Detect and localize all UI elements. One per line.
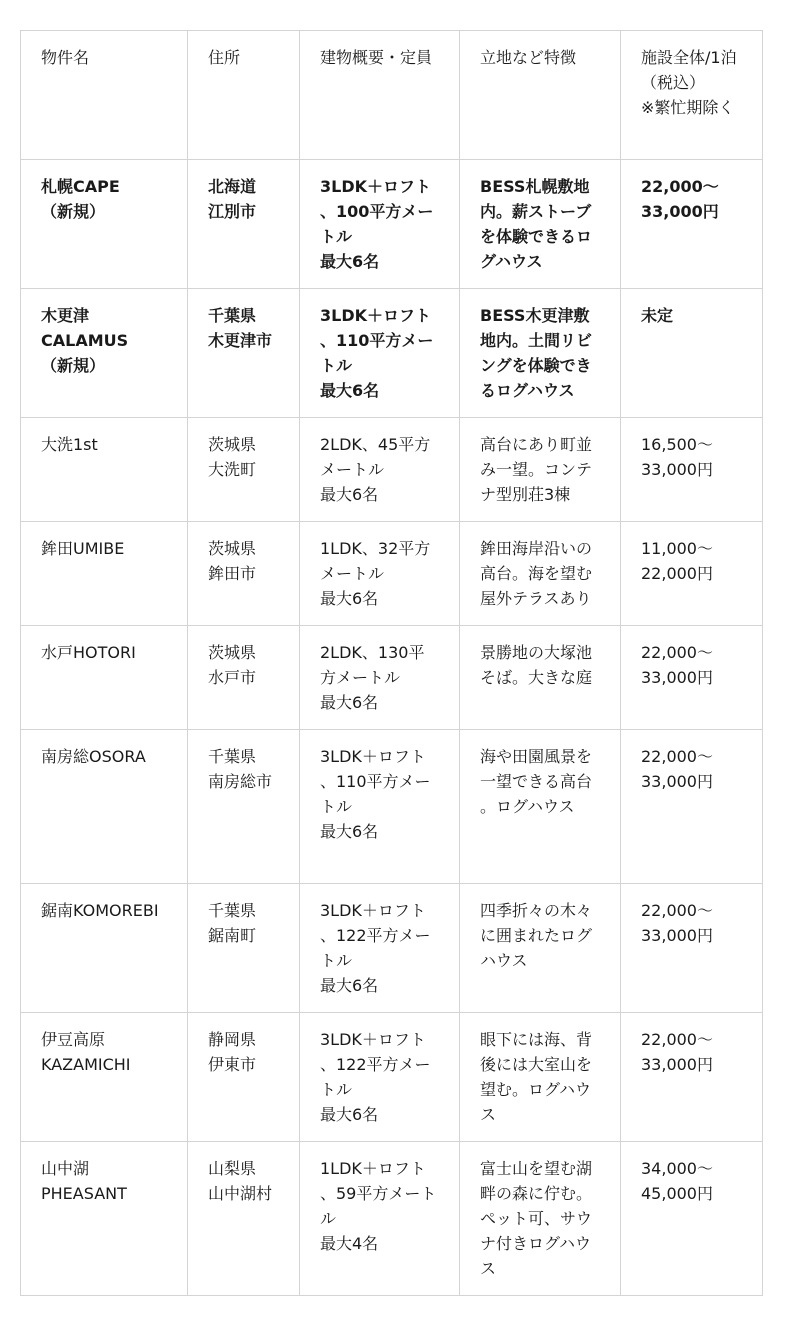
property-name: 大洗1st <box>21 418 188 522</box>
property-price: 34,000〜 45,000円 <box>621 1142 763 1296</box>
property-name: 山中湖 PHEASANT <box>21 1142 188 1296</box>
property-price: 未定 <box>621 289 763 418</box>
header-address: 住所 <box>188 31 300 160</box>
property-price: 22,000〜 33,000円 <box>621 884 763 1013</box>
property-price: 22,000〜 33,000円 <box>621 160 763 289</box>
property-feature: 富士山を望む湖 畔の森に佇む。 ペット可、サウ ナ付きログハウ ス <box>460 1142 621 1296</box>
property-feature: 景勝地の大塚池 そば。大きな庭 <box>460 626 621 730</box>
table-row <box>21 522 763 626</box>
property-price: 22,000〜 33,000円 <box>621 1013 763 1142</box>
property-address: 北海道 江別市 <box>188 160 300 289</box>
table-row <box>21 730 763 884</box>
property-address: 千葉県 木更津市 <box>188 289 300 418</box>
property-feature: 鉾田海岸沿いの 高台。海を望む 屋外テラスあり <box>460 522 621 626</box>
header-name: 物件名 <box>21 31 188 160</box>
property-price: 22,000〜 33,000円 <box>621 730 763 884</box>
property-price: 11,000〜 22,000円 <box>621 522 763 626</box>
table-row <box>21 884 763 1013</box>
property-name: 南房総OSORA <box>21 730 188 884</box>
property-price: 22,000〜 33,000円 <box>621 626 763 730</box>
property-address: 千葉県 南房総市 <box>188 730 300 884</box>
property-building: 3LDK＋ロフト 、110平方メー トル 最大6名 <box>300 730 460 884</box>
property-feature: BESS札幌敷地 内。薪ストーブ を体験できるロ グハウス <box>460 160 621 289</box>
property-building: 1LDK、32平方 メートル 最大6名 <box>300 522 460 626</box>
header-feature: 立地など特徴 <box>460 31 621 160</box>
property-building: 1LDK＋ロフト 、59平方メート ル 最大4名 <box>300 1142 460 1296</box>
table-row <box>21 289 763 418</box>
property-address: 静岡県 伊東市 <box>188 1013 300 1142</box>
property-building: 3LDK＋ロフト 、122平方メー トル 最大6名 <box>300 884 460 1013</box>
property-feature: 高台にあり町並 み一望。コンテ ナ型別荘3棟 <box>460 418 621 522</box>
property-feature: 眼下には海、背 後には大室山を 望む。ログハウ ス <box>460 1013 621 1142</box>
property-name: 鋸南KOMOREBI <box>21 884 188 1013</box>
header-price: 施設全体/1泊 （税込） ※繁忙期除く <box>621 31 763 160</box>
table-row <box>21 1142 763 1296</box>
property-feature: 四季折々の木々 に囲まれたログ ハウス <box>460 884 621 1013</box>
property-building: 2LDK、130平 方メートル 最大6名 <box>300 626 460 730</box>
table-row <box>21 160 763 289</box>
property-address: 千葉県 鋸南町 <box>188 884 300 1013</box>
property-building: 3LDK＋ロフト 、110平方メー トル 最大6名 <box>300 289 460 418</box>
property-feature: 海や田園風景を 一望できる高台 。ログハウス <box>460 730 621 884</box>
table-row <box>21 1013 763 1142</box>
property-name: 水戸HOTORI <box>21 626 188 730</box>
property-feature: BESS木更津敷 地内。土間リビ ングを体験でき るログハウス <box>460 289 621 418</box>
property-address: 茨城県 大洗町 <box>188 418 300 522</box>
header-building: 建物概要・定員 <box>300 31 460 160</box>
property-building: 3LDK＋ロフト 、100平方メー トル 最大6名 <box>300 160 460 289</box>
property-address: 茨城県 鉾田市 <box>188 522 300 626</box>
property-building: 3LDK＋ロフト 、122平方メー トル 最大6名 <box>300 1013 460 1142</box>
table-row <box>21 418 763 522</box>
property-address: 茨城県 水戸市 <box>188 626 300 730</box>
property-address: 山梨県 山中湖村 <box>188 1142 300 1296</box>
property-price: 16,500〜 33,000円 <box>621 418 763 522</box>
table-row <box>21 626 763 730</box>
property-name: 伊豆高原 KAZAMICHI <box>21 1013 188 1142</box>
property-name: 札幌CAPE （新規） <box>21 160 188 289</box>
property-name: 木更津 CALAMUS （新規） <box>21 289 188 418</box>
header-row <box>21 31 763 160</box>
property-table <box>20 30 763 1296</box>
property-name: 鉾田UMIBE <box>21 522 188 626</box>
property-building: 2LDK、45平方 メートル 最大6名 <box>300 418 460 522</box>
